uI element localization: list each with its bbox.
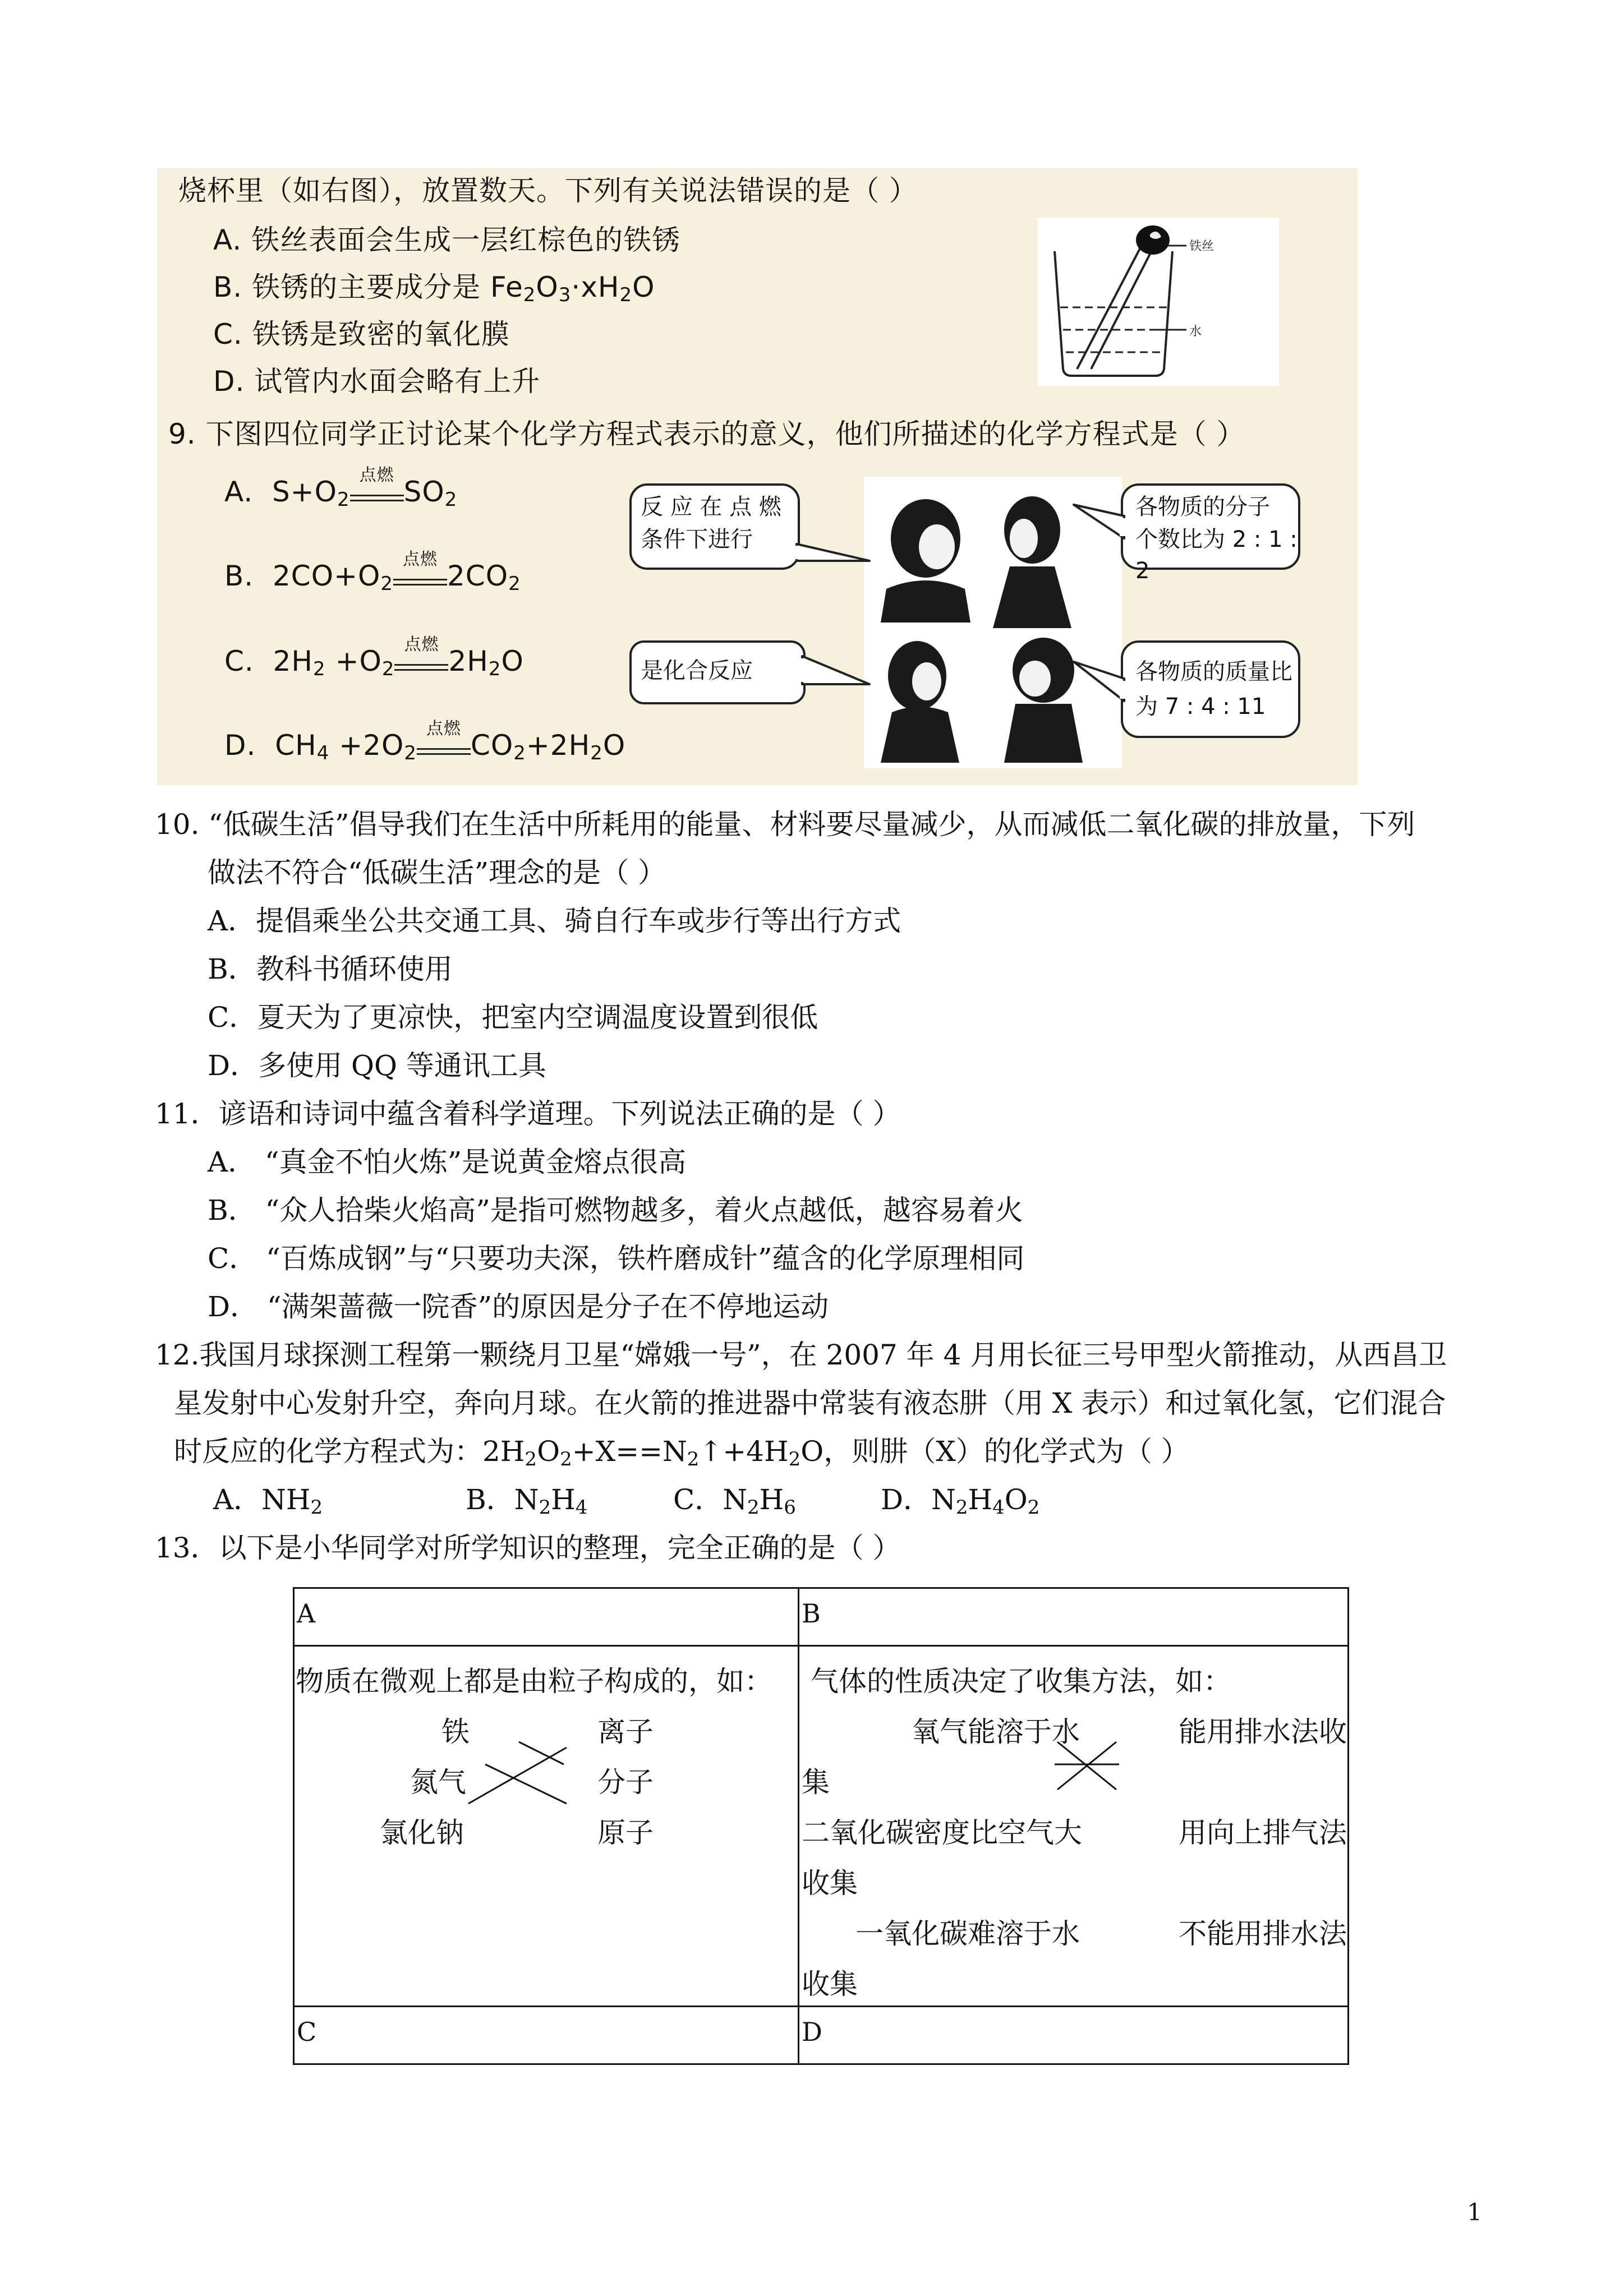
cell-a-right-3: 原子 (597, 1816, 654, 1849)
scanned-question-block (157, 168, 1358, 785)
q8-option-a: A. 铁丝表面会生成一层红棕色的铁锈 (213, 224, 681, 256)
cell-d-header: D (799, 2007, 1349, 2064)
q12-line-2: 星发射中心发射升空，奔向月球。在火箭的推进器中常装有液态肼（用 X 表示）和过氧化氢，它们混合 (174, 1387, 1446, 1419)
cell-a-header: A (294, 1588, 799, 1646)
page-number: 1 (1467, 2198, 1482, 2226)
cell-b-row1-wrap: 集 (802, 1766, 830, 1799)
bubble-2-line-2: 个数比为 2 : 1 : 2 (1135, 527, 1298, 584)
q12-line-1: 12.我国月球探测工程第一颗绕月卫星“嫦娥一号”，在 2007 年 4 月用长征三号甲型火箭推动，从西昌卫 (155, 1339, 1447, 1371)
discussion-illustration (628, 477, 1301, 768)
q10-option-c: C．夏天为了更凉快，把室内空调温度设置到很低 (208, 1001, 818, 1034)
cell-b-row3-right: 不能用排水法 (1179, 1917, 1347, 1950)
beaker-drawing (1038, 218, 1279, 386)
label-water: 水 (1189, 325, 1202, 339)
cell-b-row1-right: 能用排水法收 (1179, 1716, 1347, 1748)
cell-a-left-1: 铁 (441, 1716, 470, 1748)
beaker-figure (1038, 218, 1279, 386)
q9-option-d: D. $CH_4 +2O_2$ 点燃 $CO_2+2H_2O$ (224, 719, 626, 764)
q8-stem-tail: 烧杯里（如右图），放置数天。下列有关说法错误的是（ ） (178, 174, 918, 207)
q8-option-c: C. 铁锈是致密的氧化膜 (213, 318, 510, 351)
cell-b-row3-wrap: 收集 (802, 1968, 858, 2000)
cell-b-row3-left: 一氧化碳难溶于水 (855, 1917, 1080, 1950)
q10-stem-line-1: 10. “低碳生活”倡导我们在生活中所耗用的能量、材料要尽量减少，从而减低二氧化碳的排放量，下列 (155, 808, 1415, 841)
q12-option-b: B．$N_2H_4$ (466, 1483, 588, 1519)
q11-option-a: A． “真金不怕火炼”是说黄金熔点很高 (208, 1146, 687, 1178)
bubble-4-line-2: 为 7 : 4 : 11 (1135, 694, 1266, 720)
bubble-1-line-2: 条件下进行 (641, 527, 753, 552)
reaction-condition: 点燃 (359, 465, 394, 485)
knowledge-table (293, 1587, 1349, 2065)
label-wire: 铁丝 (1189, 239, 1214, 253)
q10-option-d: D．多使用 QQ 等通讯工具 (208, 1049, 546, 1082)
cell-a-title: 物质在微观上都是由粒子构成的，如： (296, 1665, 772, 1698)
cell-c-header: C (294, 2007, 799, 2064)
q9-stem: 9. 下图四位同学正讨论某个化学方程式表示的意义，他们所描述的化学方程式是（ ） (168, 418, 1245, 450)
cell-b-row2-left: 二氧化碳密度比空气大 (802, 1816, 1082, 1849)
cell-b-title: 气体的性质决定了收集方法，如： (811, 1665, 1231, 1698)
cell-b-row1-left: 氧气能溶于水 (912, 1716, 1080, 1748)
q8-option-b: B. 铁锈的主要成分是 $Fe_2O_3\cdot xH_2O$ (213, 271, 655, 306)
bubble-2-line-1: 各物质的分子 (1135, 494, 1270, 520)
q8-option-d: D. 试管内水面会略有上升 (213, 365, 541, 398)
cell-a-body (294, 1646, 799, 2007)
bubble-1-line-1: 反 应 在 点 燃 (641, 494, 781, 520)
cell-a-left-3: 氯化钠 (380, 1816, 464, 1849)
q10-stem-line-2: 做法不符合“低碳生活”理念的是（ ） (208, 856, 666, 889)
q12-option-a: A．$NH_2$ (213, 1483, 323, 1519)
cell-b-row2-right: 用向上排气法 (1179, 1816, 1347, 1849)
bubble-4-line-1: 各物质的质量比 (1135, 659, 1292, 685)
q10-option-a: A．提倡乘坐公共交通工具、骑自行车或步行等出行方式 (208, 905, 901, 937)
cell-b-matching-lines (1052, 1736, 1125, 1798)
cell-a-right-1: 离子 (597, 1716, 654, 1748)
bubble-3-text: 是化合反应 (641, 658, 753, 684)
cell-b-header: B (799, 1588, 1349, 1646)
q11-option-b: B． “众人拾柴火焰高”是指可燃物越多，着火点越低，越容易着火 (208, 1194, 1023, 1227)
q9-option-b: B. $2CO+O_2$ 点燃 $2CO_2$ (224, 550, 521, 595)
cell-a-matching-lines (435, 1731, 575, 1826)
q9-option-c: C. $2H_2 +O_2$ 点燃 $2H_2O$ (224, 635, 524, 680)
cell-a-right-2: 分子 (597, 1766, 654, 1799)
cell-b-body (799, 1646, 1349, 2007)
q12-option-c: C．$N_2H_6$ (673, 1483, 796, 1519)
q11-option-c: C． “百炼成钢”与“只要功夫深，铁杵磨成针”蕴含的化学原理相同 (208, 1242, 1025, 1275)
cell-a-left-2: 氮气 (410, 1766, 466, 1799)
q11-stem: 11．谚语和诗词中蕴含着科学道理。下列说法正确的是（ ） (155, 1098, 901, 1130)
q9-option-a: A. $S+O_2$ 点燃 $SO_2$ (224, 476, 457, 511)
q11-option-d: D． “满架蔷薇一院香”的原因是分子在不停地运动 (208, 1290, 829, 1323)
q12-line-3: 时反应的化学方程式为：$2H_2O_2+X==N_2↑+4H_2O$，则肼（X）的化学式为（ ） (174, 1435, 1189, 1470)
cell-b-row2-wrap: 收集 (802, 1867, 858, 1899)
q12-option-d: D．$N_2H_4O_2$ (881, 1483, 1040, 1519)
q13-stem: 13．以下是小华同学对所学知识的整理，完全正确的是（ ） (155, 1532, 901, 1564)
q10-option-b: B．教科书循环使用 (208, 953, 453, 985)
